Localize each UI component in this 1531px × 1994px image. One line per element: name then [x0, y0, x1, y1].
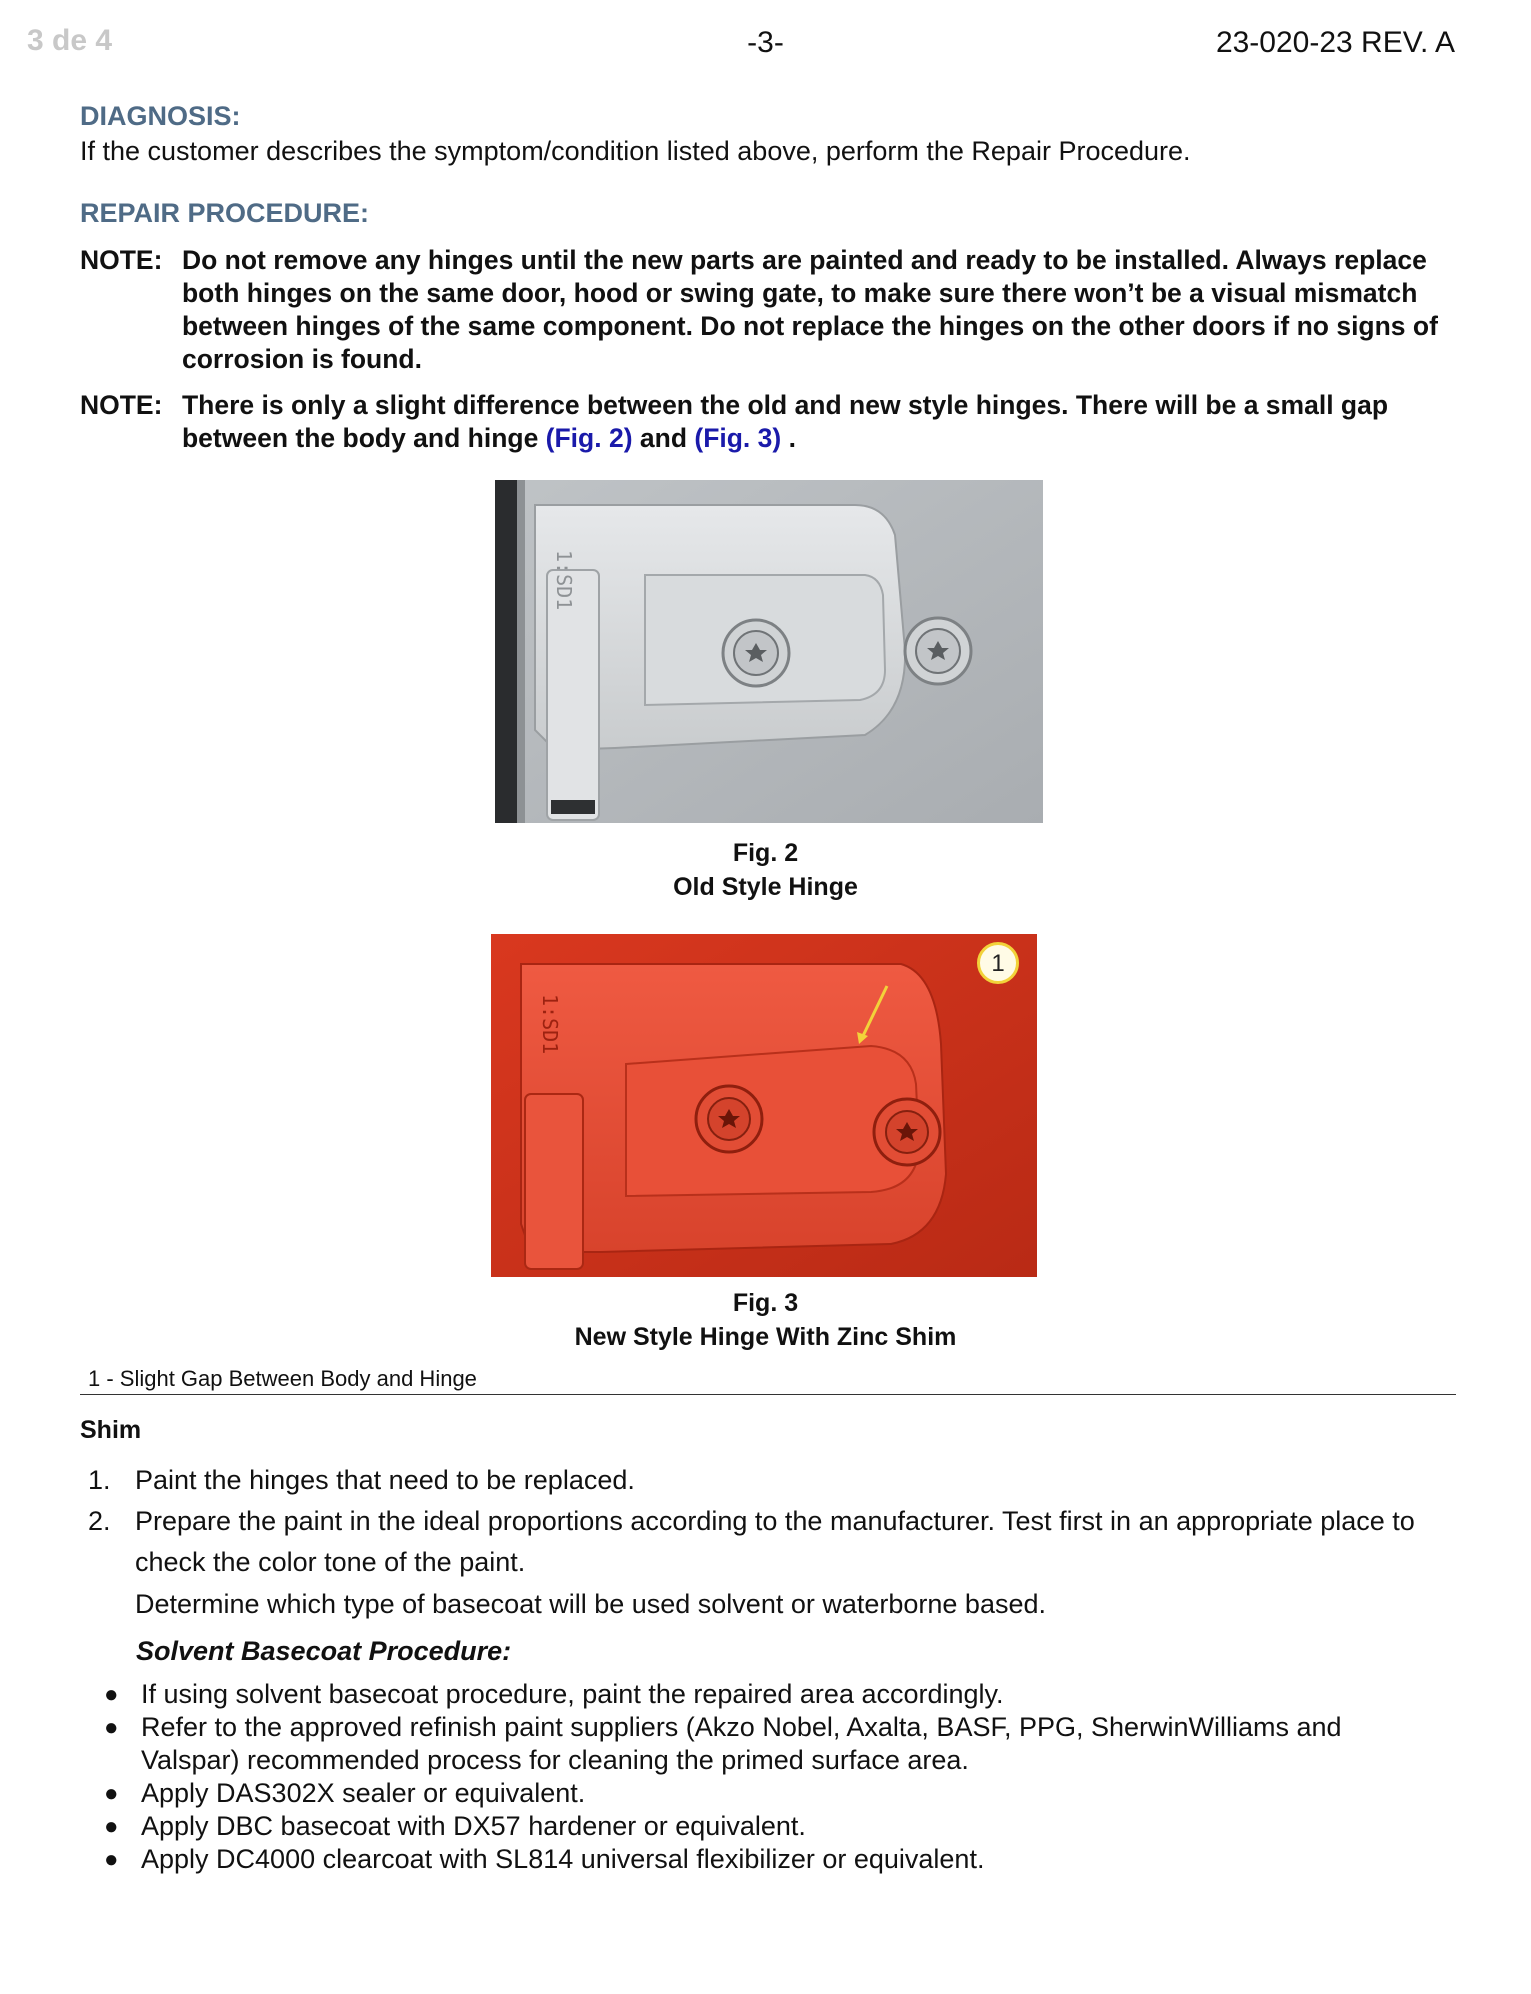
note-text-part: There is only a slight difference between the old and new style hinges. There will be a small gap between the body and hinge: [182, 390, 1389, 453]
list-item: [104, 1777, 1434, 1810]
diagnosis-text: If the customer describes the symptom/condition listed above, perform the Repair Procedure.: [80, 136, 1191, 166]
figure-3-caption: [0, 1286, 1531, 1354]
list-item: [104, 1843, 1434, 1876]
repair-procedure-heading: REPAIR PROCEDURE:: [80, 198, 370, 228]
diagnosis-heading: DIAGNOSIS:: [80, 101, 241, 131]
page-indicator: 3 de 4: [27, 24, 113, 57]
note-hinge-difference: [80, 389, 1460, 455]
new-style-hinge-image: [491, 934, 1037, 1277]
basecoat-note: Determine which type of basecoat will be used solvent or waterborne based.: [135, 1589, 1046, 1619]
list-item-text: Refer to the approved refinish paint suppliers (Akzo Nobel, Axalta, BASF, PPG, SherwinWilliams and Valspar) recommended process for cleaning the primed surface area.: [141, 1712, 1342, 1775]
bullet-icon: ●: [104, 1714, 119, 1741]
divider: [80, 1394, 1456, 1395]
step-item: [88, 1501, 1448, 1583]
note-text-part: and: [632, 423, 695, 453]
bullet-icon: ●: [104, 1780, 119, 1807]
figure-3-title: New Style Hinge With Zinc Shim: [574, 1323, 957, 1351]
solvent-procedure-list: [104, 1678, 1434, 1876]
step-text: Paint the hinges that need to be replaced.: [135, 1465, 635, 1495]
note-hinge-replacement: [80, 244, 1460, 376]
step-text: Prepare the paint in the ideal proportions according to the manufacturer. Test first in an appropriate place to check the color tone of the paint.: [135, 1506, 1415, 1577]
solvent-basecoat-heading: Solvent Basecoat Procedure:: [136, 1636, 512, 1666]
old-style-hinge-image: [495, 480, 1043, 823]
step-number: 2.: [88, 1506, 111, 1536]
list-item: [104, 1810, 1434, 1843]
step-number: 1.: [88, 1465, 111, 1495]
callout-marker: 1: [977, 942, 1019, 984]
figure-3-number: Fig. 3: [732, 1289, 799, 1317]
list-item: [104, 1678, 1434, 1711]
bullet-icon: ●: [104, 1681, 119, 1708]
bullet-icon: ●: [104, 1813, 119, 1840]
page-number: -3-: [747, 26, 784, 59]
figure-legend: 1 - Slight Gap Between Body and Hinge: [88, 1366, 477, 1391]
list-item-text: Apply DC4000 clearcoat with SL814 universal flexibilizer or equivalent.: [141, 1844, 985, 1874]
figure-3-link[interactable]: (Fig. 3): [694, 423, 782, 453]
list-item-text: If using solvent basecoat procedure, paint the repaired area accordingly.: [141, 1679, 1004, 1709]
hinge-stamp-text: 1:SD1: [552, 550, 576, 611]
document-id: 23-020-23 REV. A: [1215, 26, 1455, 59]
note-text: Do not remove any hinges until the new parts are painted and ready to be installed. Always replace both hinges on the same door, hood or swing gate, to make sure there won’t be a visual mismatch between hinges of the same component. Do not replace the hinges on the other doors if no signs of corrosion is found.: [182, 245, 1438, 374]
hinge-stamp-text: 1:SD1: [538, 994, 562, 1055]
note-label: NOTE:: [80, 245, 163, 275]
note-text: [182, 389, 1460, 455]
shim-heading: Shim: [80, 1416, 142, 1444]
bullet-icon: ●: [104, 1846, 119, 1873]
figure-2-caption: [0, 836, 1531, 904]
figure-2-title: Old Style Hinge: [673, 873, 858, 901]
figure-2-link[interactable]: (Fig. 2): [545, 423, 633, 453]
list-item: [104, 1711, 1434, 1777]
note-label: NOTE:: [80, 390, 163, 420]
step-item: [88, 1460, 1448, 1501]
list-item-text: Apply DAS302X sealer or equivalent.: [141, 1778, 586, 1808]
list-item-text: Apply DBC basecoat with DX57 hardener or equivalent.: [141, 1811, 806, 1841]
figure-2-number: Fig. 2: [732, 839, 799, 867]
note-text-part: .: [781, 423, 796, 453]
